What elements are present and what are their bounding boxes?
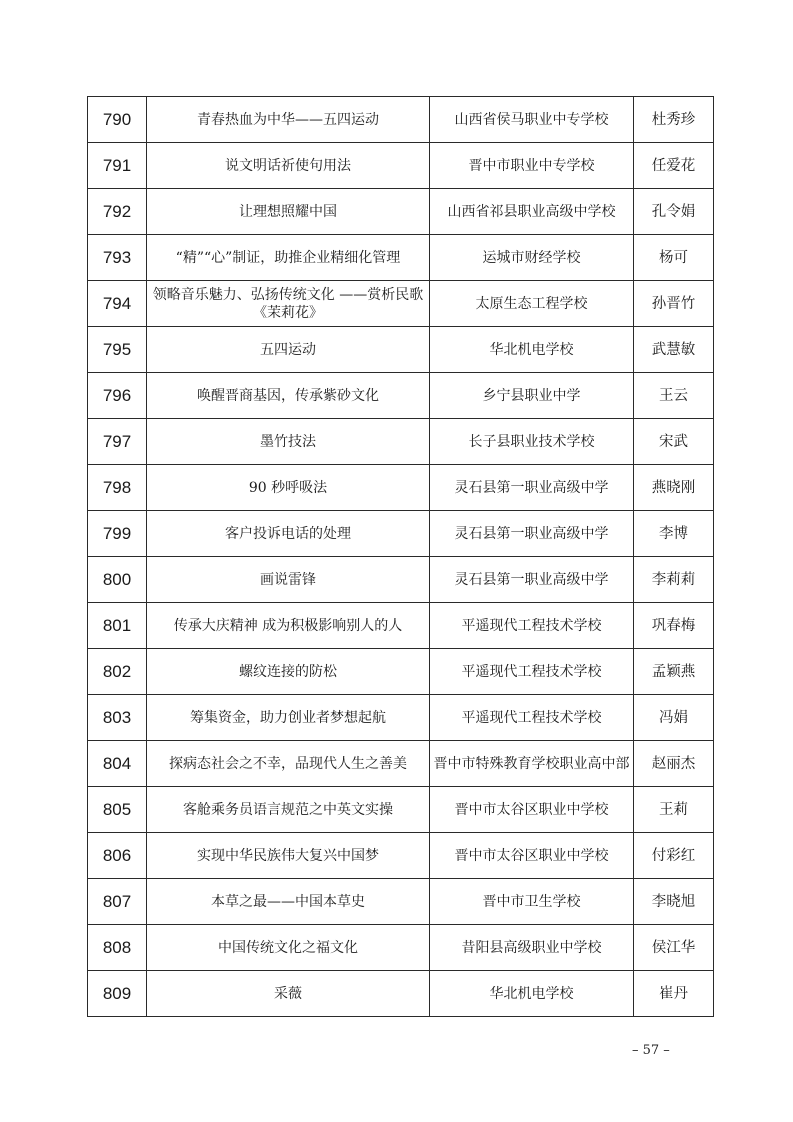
school-name-cell: 晋中市卫生学校 xyxy=(430,879,634,925)
table-row xyxy=(88,925,714,971)
row-number-cell: 794 xyxy=(88,281,147,327)
school-name-cell: 平遥现代工程技术学校 xyxy=(430,695,634,741)
school-name-cell: 晋中市太谷区职业中学校 xyxy=(430,787,634,833)
table-row xyxy=(88,373,714,419)
course-title-cell: 画说雷锋 xyxy=(147,557,430,603)
teacher-name-cell: 付彩红 xyxy=(634,833,714,879)
course-title-cell: 说文明话祈使句用法 xyxy=(147,143,430,189)
page-number: – 57 – xyxy=(632,1043,670,1058)
table-row xyxy=(88,97,714,143)
school-name-cell: 晋中市职业中专学校 xyxy=(430,143,634,189)
row-number-cell: 806 xyxy=(88,833,147,879)
course-title-cell: 客舱乘务员语言规范之中英文实操 xyxy=(147,787,430,833)
row-number-cell: 795 xyxy=(88,327,147,373)
course-title-cell: “精”“心”制证，助推企业精细化管理 xyxy=(147,235,430,281)
table-body xyxy=(88,97,714,1017)
table-row xyxy=(88,189,714,235)
row-number-cell: 805 xyxy=(88,787,147,833)
school-name-cell: 华北机电学校 xyxy=(430,971,634,1017)
course-title-cell: 传承大庆精神 成为积极影响别人的人 xyxy=(147,603,430,649)
row-number-cell: 796 xyxy=(88,373,147,419)
teacher-name-cell: 李博 xyxy=(634,511,714,557)
teacher-name-cell: 冯娟 xyxy=(634,695,714,741)
row-number-cell: 807 xyxy=(88,879,147,925)
table-row xyxy=(88,557,714,603)
table-row xyxy=(88,511,714,557)
school-name-cell: 昔阳县高级职业中学校 xyxy=(430,925,634,971)
school-name-cell: 山西省侯马职业中专学校 xyxy=(430,97,634,143)
table-row xyxy=(88,741,714,787)
course-title-cell: 螺纹连接的防松 xyxy=(147,649,430,695)
school-name-cell: 平遥现代工程技术学校 xyxy=(430,649,634,695)
course-title-cell: 墨竹技法 xyxy=(147,419,430,465)
school-name-cell: 长子县职业技术学校 xyxy=(430,419,634,465)
teacher-name-cell: 李晓旭 xyxy=(634,879,714,925)
school-name-cell: 运城市财经学校 xyxy=(430,235,634,281)
course-title-cell: 筹集资金，助力创业者梦想起航 xyxy=(147,695,430,741)
table-row xyxy=(88,419,714,465)
course-title-cell: 实现中华民族伟大复兴中国梦 xyxy=(147,833,430,879)
school-name-cell: 乡宁县职业中学 xyxy=(430,373,634,419)
teacher-name-cell: 侯江华 xyxy=(634,925,714,971)
teacher-name-cell: 任爱花 xyxy=(634,143,714,189)
course-title-cell: 本草之最——中国本草史 xyxy=(147,879,430,925)
row-number-cell: 793 xyxy=(88,235,147,281)
teacher-name-cell: 杨可 xyxy=(634,235,714,281)
teacher-name-cell: 崔丹 xyxy=(634,971,714,1017)
teacher-name-cell: 孙晋竹 xyxy=(634,281,714,327)
teacher-name-cell: 李莉莉 xyxy=(634,557,714,603)
row-number-cell: 797 xyxy=(88,419,147,465)
row-number-cell: 801 xyxy=(88,603,147,649)
teacher-name-cell: 孔令娟 xyxy=(634,189,714,235)
row-number-cell: 792 xyxy=(88,189,147,235)
teacher-name-cell: 赵丽杰 xyxy=(634,741,714,787)
school-name-cell: 太原生态工程学校 xyxy=(430,281,634,327)
teacher-name-cell: 杜秀珍 xyxy=(634,97,714,143)
teacher-name-cell: 巩春梅 xyxy=(634,603,714,649)
table-row xyxy=(88,971,714,1017)
school-name-cell: 晋中市太谷区职业中学校 xyxy=(430,833,634,879)
table-row xyxy=(88,833,714,879)
course-title-cell: 采薇 xyxy=(147,971,430,1017)
school-name-cell: 晋中市特殊教育学校职业高中部 xyxy=(430,741,634,787)
teacher-name-cell: 王云 xyxy=(634,373,714,419)
row-number-cell: 808 xyxy=(88,925,147,971)
course-title-cell: 五四运动 xyxy=(147,327,430,373)
teacher-name-cell: 宋武 xyxy=(634,419,714,465)
teacher-name-cell: 燕晓刚 xyxy=(634,465,714,511)
table-row xyxy=(88,465,714,511)
school-name-cell: 山西省祁县职业高级中学校 xyxy=(430,189,634,235)
table-row xyxy=(88,281,714,327)
table-row xyxy=(88,787,714,833)
row-number-cell: 803 xyxy=(88,695,147,741)
course-title-cell: 90 秒呼吸法 xyxy=(147,465,430,511)
school-name-cell: 灵石县第一职业高级中学 xyxy=(430,557,634,603)
table-row xyxy=(88,143,714,189)
table-row xyxy=(88,879,714,925)
school-name-cell: 灵石县第一职业高级中学 xyxy=(430,511,634,557)
school-name-cell: 灵石县第一职业高级中学 xyxy=(430,465,634,511)
table-row xyxy=(88,327,714,373)
course-title-cell: 中国传统文化之福文化 xyxy=(147,925,430,971)
course-title-cell: 让理想照耀中国 xyxy=(147,189,430,235)
table-row xyxy=(88,649,714,695)
row-number-cell: 791 xyxy=(88,143,147,189)
row-number-cell: 804 xyxy=(88,741,147,787)
row-number-cell: 800 xyxy=(88,557,147,603)
award-list-table xyxy=(87,96,714,1017)
row-number-cell: 802 xyxy=(88,649,147,695)
teacher-name-cell: 孟颖燕 xyxy=(634,649,714,695)
row-number-cell: 799 xyxy=(88,511,147,557)
row-number-cell: 798 xyxy=(88,465,147,511)
teacher-name-cell: 武慧敏 xyxy=(634,327,714,373)
course-title-cell: 领略音乐魅力、弘扬传统文化 ——赏析民歌《茉莉花》 xyxy=(147,281,430,327)
table-row xyxy=(88,235,714,281)
table-row xyxy=(88,695,714,741)
school-name-cell: 平遥现代工程技术学校 xyxy=(430,603,634,649)
teacher-name-cell: 王莉 xyxy=(634,787,714,833)
table-row xyxy=(88,603,714,649)
course-title-cell: 青春热血为中华——五四运动 xyxy=(147,97,430,143)
row-number-cell: 790 xyxy=(88,97,147,143)
course-title-cell: 探病态社会之不幸，品现代人生之善美 xyxy=(147,741,430,787)
school-name-cell: 华北机电学校 xyxy=(430,327,634,373)
course-title-cell: 唤醒晋商基因，传承紫砂文化 xyxy=(147,373,430,419)
course-title-cell: 客户投诉电话的处理 xyxy=(147,511,430,557)
row-number-cell: 809 xyxy=(88,971,147,1017)
